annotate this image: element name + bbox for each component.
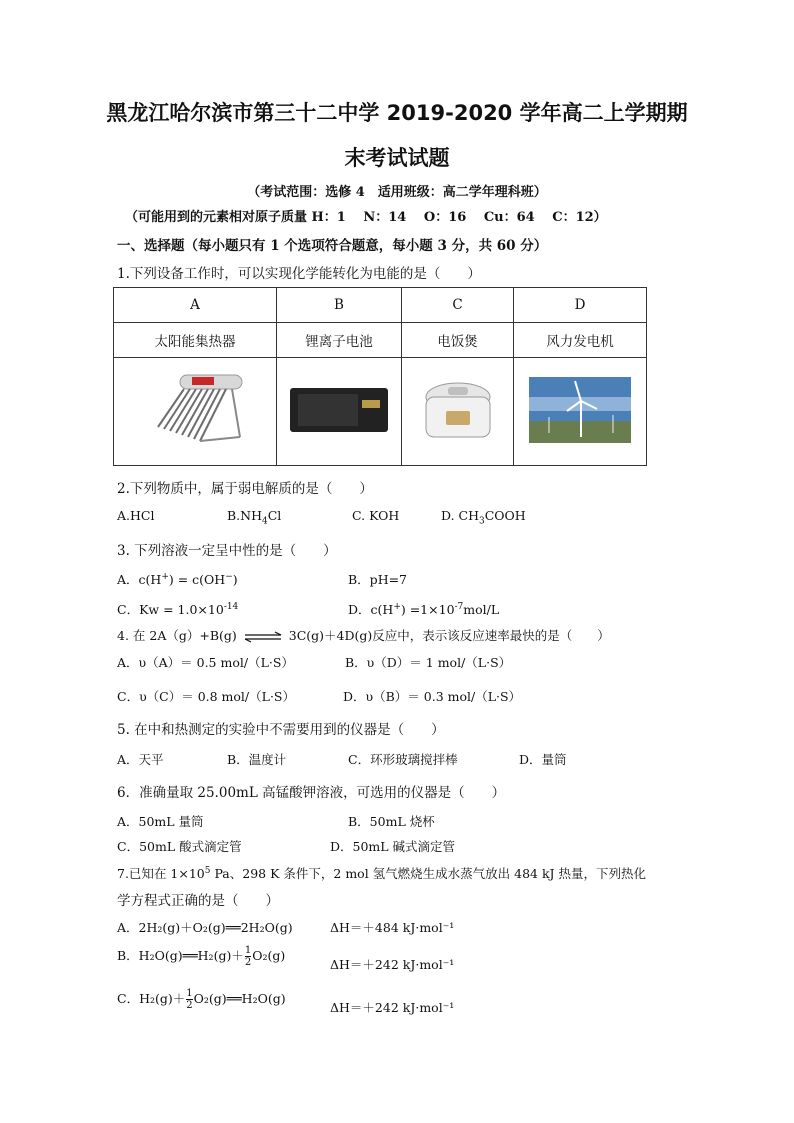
q3-option-c: C．$Kw = 1.0\times 10^{-14}$ (117, 601, 239, 617)
q7-option-b-equation: B．H₂O(g)══H₂(g)＋ $\frac{1}{2}$ O₂(g) (117, 945, 286, 968)
exam-info: （考试范围：选修 4 适用班级：高二学年理科班） (247, 185, 547, 200)
q1-col-d-letter: D (514, 288, 647, 323)
q7-option-b-enthalpy: ΔH＝＋242 kJ·mol⁻¹ (330, 957, 455, 972)
q1-label-b: 锂离子电池 (277, 323, 402, 358)
q5-option-c: C．环形玻璃搅拌棒 (348, 752, 458, 767)
q2-option-c: C. KOH (352, 508, 400, 523)
q1-options-table (113, 287, 647, 466)
q1-image-d (514, 358, 647, 466)
q7-stem-line2: 学方程式正确的是（ ） (117, 893, 279, 909)
q2-option-b: $B.NH_4Cl$ (227, 508, 282, 527)
q1-image-a (114, 358, 277, 466)
q7-option-a-equation: A．2H₂(g)＋O₂(g)══2H₂O(g) (117, 920, 293, 935)
q2-stem: 2.下列物质中，属于弱电解质的是（ ） (117, 481, 373, 497)
q6-option-b: B．50mL 烧杯 (348, 814, 435, 829)
solar-water-heater-image (140, 371, 250, 449)
q1-label-c: 电饭煲 (402, 323, 514, 358)
q4-option-d: D．υ（B）＝ 0.3 mol/（L·S） (343, 689, 522, 704)
q2-option-d: D. $CH_3COOH$ (441, 508, 526, 527)
q1-label-d: 风力发电机 (514, 323, 647, 358)
q4-stem: 4. 在 2A（g）+B(g) 3C(g)＋4D(g)反应中，表示该反应速率最快的是（ ） (117, 628, 610, 643)
q7-stem-line1: 7.已知在 $1\times 10^5$ Pa、298 K 条件下，2 mol 氢气燃烧生成水蒸气放出 484 kJ 热量，下列热化 (117, 865, 647, 881)
q3-option-b: B．pH=7 (348, 572, 408, 587)
q6-option-d: D．50mL 碱式滴定管 (330, 839, 456, 854)
q1-col-b-letter: B (277, 288, 402, 323)
q1-image-b (277, 358, 402, 466)
q7-option-a-enthalpy: ΔH＝＋484 kJ·mol⁻¹ (330, 920, 455, 935)
q3-option-a: A．c(H+) = c(OH−) (117, 571, 238, 587)
rice-cooker-image (418, 371, 498, 449)
q1-stem: 1.下列设备工作时，可以实现化学能转化为电能的是（ ） (117, 266, 481, 282)
q4-option-c: C．υ（C）＝ 0.8 mol/（L·S） (117, 689, 295, 704)
q6-option-a: A．50mL 量筒 (117, 814, 204, 829)
atomic-mass-info: （可能用到的元素相对原子质量 H：1 N：14 O：16 Cu：64 C：12） (125, 210, 607, 225)
one-half-fraction: $\frac{1}{2}$ (186, 988, 193, 1011)
one-half-fraction: $\frac{1}{2}$ (244, 945, 252, 968)
q6-option-c: C．50mL 酸式滴定管 (117, 839, 242, 854)
q3-option-d: D．$c(H^+) =1\times 10^{-7}mol/L$ (348, 601, 500, 617)
q5-option-d: D．量筒 (519, 752, 567, 767)
q2-option-a: A.HCl (117, 508, 155, 523)
q4-option-a: A．υ（A）＝ 0.5 mol/（L·S） (117, 655, 294, 670)
q4-option-b: B．υ（D）＝ 1 mol/（L·S） (345, 655, 512, 670)
q6-stem: 6．准确量取 25.00mL 高锰酸钾溶液，可选用的仪器是（ ） (117, 785, 506, 801)
lithium-battery-image (284, 384, 394, 436)
q1-image-c (402, 358, 514, 466)
q7-option-c-enthalpy: ΔH＝＋242 kJ·mol⁻¹ (330, 1000, 455, 1015)
q5-option-a: A．天平 (117, 752, 164, 767)
q5-stem: 5. 在中和热测定的实验中不需要用到的仪器是（ ） (117, 722, 445, 738)
section-heading: 一、选择题（每小题只有 1 个选项符合题意，每小题 3 分，共 60 分） (117, 238, 548, 254)
equilibrium-arrow-icon (243, 631, 283, 643)
page-title-line1: 黑龙江哈尔滨市第三十二中学 2019-2020 学年高二上学期期 (106, 101, 688, 125)
q1-label-a: 太阳能集热器 (114, 323, 277, 358)
wind-turbine-image (529, 377, 631, 443)
page-title-line2: 末考试试题 (344, 146, 450, 170)
q3-stem: 3. 下列溶液一定呈中性的是（ ） (117, 543, 337, 559)
q5-option-b: B．温度计 (227, 752, 287, 767)
q7-option-c-equation: C．H₂(g)＋ $\frac{1}{2}$ O₂(g)══H₂O(g) (117, 988, 286, 1011)
q1-col-a-letter: A (114, 288, 277, 323)
q1-col-c-letter: C (402, 288, 514, 323)
